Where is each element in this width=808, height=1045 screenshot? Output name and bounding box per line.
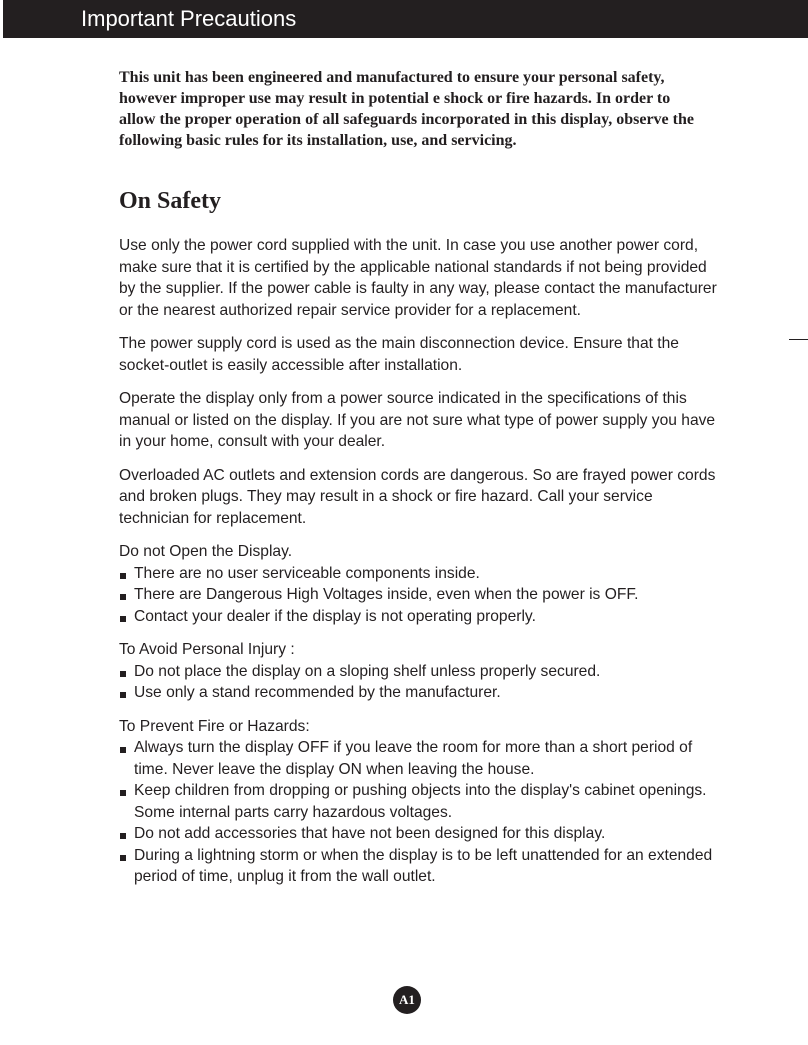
header-bar xyxy=(3,0,808,38)
section-title: On Safety xyxy=(119,188,221,214)
list-item xyxy=(119,584,719,606)
list-item-text: During a lightning storm or when the display is to be left unattended for an extended period of time, unplug it from the wall outlet. xyxy=(134,846,713,885)
list-item xyxy=(119,563,719,585)
page-title: Important Precautions xyxy=(81,6,297,31)
bullet-icon xyxy=(120,671,126,677)
list-item-text: There are no user serviceable components inside. xyxy=(134,564,480,582)
list-heading-personal-injury: To Avoid Personal Injury : xyxy=(119,641,295,658)
list-item xyxy=(119,737,719,780)
bullet-icon xyxy=(120,855,126,861)
edge-marker-line xyxy=(789,339,808,340)
body-text xyxy=(119,235,719,900)
bullet-icon xyxy=(120,833,126,839)
page-number-badge: A1 xyxy=(393,986,421,1014)
list-item xyxy=(119,845,719,888)
bullet-icon xyxy=(120,573,126,579)
list-do-not-open xyxy=(119,563,719,628)
intro-paragraph: This unit has been engineered and manufactured to ensure your personal safety, however improper use may result in potential e shock or fire hazards. In order to allow the proper operation of all safeguards incorporated in this display, observe the following basic rules for its installation, use, and servicing. xyxy=(119,69,694,149)
list-item xyxy=(119,606,719,628)
list-personal-injury xyxy=(119,661,719,704)
list-item-text: Always turn the display OFF if you leave the room for more than a short period of time. Never leave the display ON when leaving the house. xyxy=(134,739,693,778)
list-item-text: Do not add accessories that have not been designed for this display. xyxy=(134,825,606,842)
list-heading-do-not-open: Do not Open the Display. xyxy=(119,543,293,560)
list-item xyxy=(119,661,719,683)
bullet-icon xyxy=(120,594,126,600)
bullet-icon xyxy=(120,616,126,622)
list-item-text: Do not place the display on a sloping shelf unless properly secured. xyxy=(134,662,601,680)
list-heading-fire-hazards: To Prevent Fire or Hazards: xyxy=(119,717,310,735)
paragraph-overloaded-outlets: Overloaded AC outlets and extension cords are dangerous. So are frayed power cords and broken plugs. They may result in a shock or fire hazard. Call your service technician for replacement. xyxy=(119,466,716,527)
list-item-text: There are Dangerous High Voltages inside, even when the power is OFF. xyxy=(134,586,639,603)
list-item-text: Keep children from dropping or pushing objects into the display's cabinet openings. Some internal parts carry hazardous voltages. xyxy=(134,782,707,821)
paragraph-power-source: Operate the display only from a power source indicated in the specifications of this manual or listed on the display. If you are not sure what type of power supply you have in your home, consult with your dealer. xyxy=(119,390,716,450)
list-item xyxy=(119,780,719,823)
bullet-icon xyxy=(120,692,126,698)
bullet-icon xyxy=(120,790,126,796)
list-item xyxy=(119,682,719,704)
list-fire-hazards xyxy=(119,737,719,888)
paragraph-power-cord: Use only the power cord supplied with the unit. In case you use another power cord, make sure that it is certified by the applicable national standards if not being provided by the supplier. If the power cable is faulty in any way, please contact the manufacturer or the nearest authorized repair service provider for a replacement. xyxy=(119,237,717,319)
list-item xyxy=(119,823,719,845)
list-item-text: Use only a stand recommended by the manufacturer. xyxy=(134,684,501,701)
bullet-icon xyxy=(120,747,126,753)
paragraph-disconnect-device: The power supply cord is used as the main disconnection device. Ensure that the socket-outlet is easily accessible after installation. xyxy=(119,335,679,374)
list-item-text: Contact your dealer if the display is not operating properly. xyxy=(134,607,536,625)
